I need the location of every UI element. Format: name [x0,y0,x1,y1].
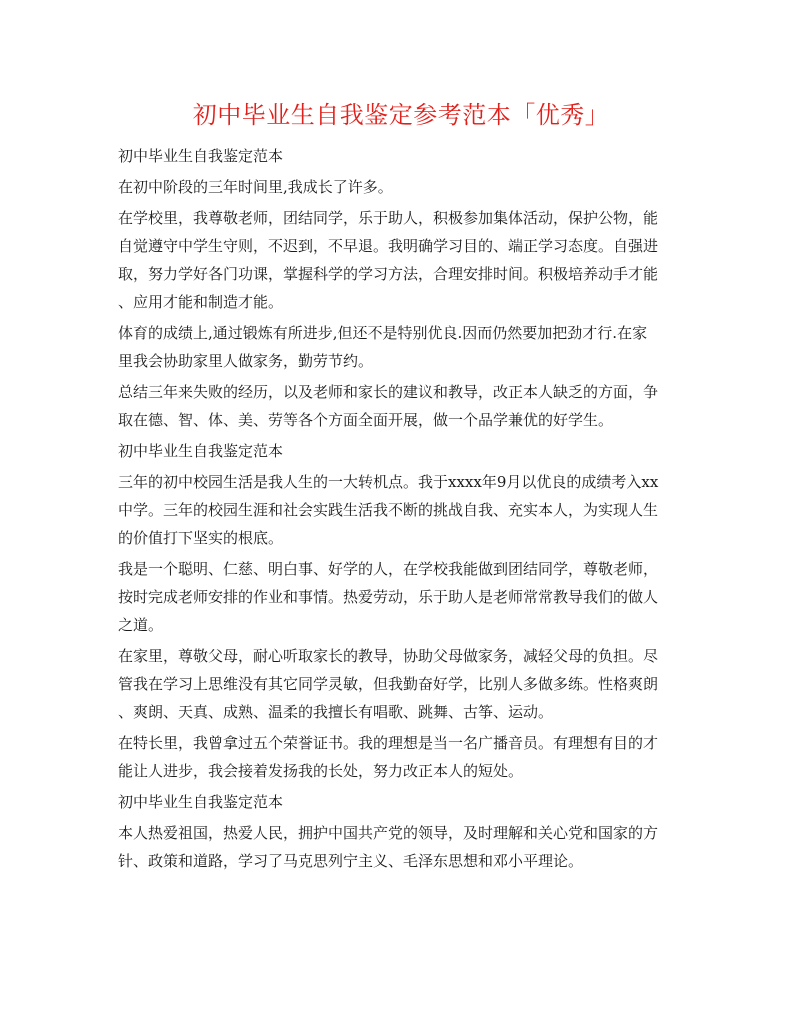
document-body [118,142,684,875]
paragraph [118,173,684,201]
text-line: 取在德、智、体、美、劳等各个方面全面开展，做一个品学兼优的好学生。 [118,411,614,429]
paragraph [118,555,684,639]
text-line: 按时完成老师安排的作业和事情。热爱劳动，乐于助人是老师常常教导我们的做人 [118,588,659,606]
paragraph [118,642,684,726]
paragraph [118,468,684,552]
text-line: 初中毕业生自我鉴定范本 [118,442,284,460]
text-line: 初中毕业生自我鉴定范本 [118,793,284,811]
text-line: 自觉遵守中学生守则，不迟到，不早退。我明确学习目的、端正学习态度。自强进 [118,237,659,255]
paragraph [118,437,684,465]
text-line: 三年的初中校园生活是我人生的一大转机点。我于xxxx年9月以优良的成绩考入xx [118,473,659,491]
text-line: 在初中阶段的三年时间里,我成长了许多。 [118,178,393,196]
text-line: 本人热爱祖国，热爱人民，拥护中国共产党的领导，及时理解和关心党和国家的方 [118,824,659,842]
paragraph [118,729,684,785]
text-line: 取，努力学好各门功课，掌握科学的学习方法，合理安排时间。积极培养动手才能 [118,265,659,283]
paragraph [118,378,684,434]
document-page [118,98,684,878]
text-line: 总结三年来失败的经历，以及老师和家长的建议和教导，改正本人缺乏的方面，争 [118,383,659,401]
document-title: 初中毕业生自我鉴定参考范本「优秀」 [192,101,610,129]
paragraph [118,788,684,816]
text-line: 的价值打下坚实的根底。 [118,529,284,547]
text-line: 、应用才能和制造才能。 [118,293,284,311]
text-line: 中学。三年的校园生涯和社会实践生活我不断的挑战自我、充实本人，为实现人生 [118,501,659,519]
text-line: 能让人进步，我会接着发扬我的长处，努力改正本人的短处。 [118,762,524,780]
text-line: 我是一个聪明、仁慈、明白事、好学的人，在学校我能做到团结同学，尊敬老师， [118,560,659,578]
paragraph [118,204,684,316]
text-line: 在家里，尊敬父母，耐心听取家长的教导，协助父母做家务，减轻父母的负担。尽 [118,647,659,665]
text-line: 、爽朗、天真、成熟、温柔的我擅长有唱歌、跳舞、古筝、运动。 [118,703,554,721]
text-line: 针、政策和道路，学习了马克思列宁主义、毛泽东思想和邓小平理论。 [118,852,584,870]
text-line: 在学校里，我尊敬老师，团结同学，乐于助人，积极参加集体活动，保护公物，能 [118,209,659,227]
paragraph [118,319,684,375]
text-line: 管我在学习上思维没有其它同学灵敏，但我勤奋好学，比别人多做多练。性格爽朗 [118,675,659,693]
text-line: 在特长里，我曾拿过五个荣誉证书。我的理想是当一名广播音员。有理想有目的才 [118,734,659,752]
text-line: 初中毕业生自我鉴定范本 [118,147,284,165]
text-line: 之道。 [118,616,164,634]
text-line: 里我会协助家里人做家务，勤劳节约。 [118,352,374,370]
paragraph [118,819,684,875]
paragraph [118,142,684,170]
text-line: 体育的成绩上,通过锻炼有所进步,但还不是特别优良.因而仍然要加把劲才行.在家 [118,324,648,342]
